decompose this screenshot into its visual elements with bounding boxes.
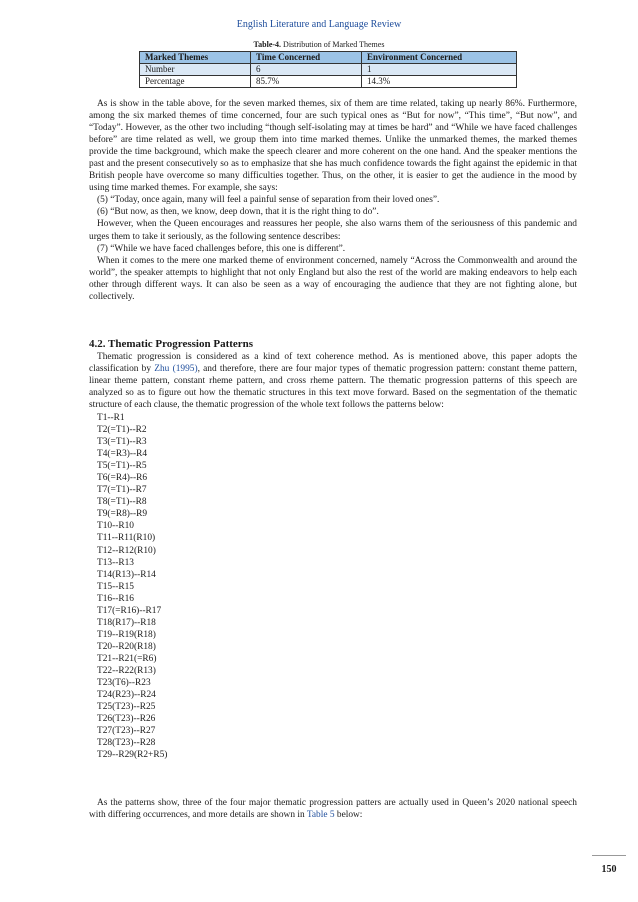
paragraph xyxy=(89,351,577,411)
table-cell: 85.7% xyxy=(251,76,362,88)
table-header-cell: Marked Themes xyxy=(140,52,251,64)
table-cell: 6 xyxy=(251,64,362,76)
pattern-item: T24(R23)--R24 xyxy=(97,690,156,701)
table-cell: Percentage xyxy=(140,76,251,88)
pattern-item: T6(=R4)--R6 xyxy=(97,473,148,484)
paragraph: When it comes to the mere one marked theme of environment concerned, namely “Across the Commonwealth and around the world”, the speaker attempts to highlight that not only England but also the rest of the world are making endeavors to help each other through different ways. It can also be seen as a way of encouraging the audience that they are not fighting alone, but collectively. xyxy=(89,255,577,302)
pattern-item: T10--R10 xyxy=(97,521,134,532)
table-caption-label: Table-4. xyxy=(253,40,282,49)
table-header-cell: Time Concerned xyxy=(251,52,362,64)
closing-text xyxy=(89,797,577,821)
table-header-row xyxy=(140,52,517,64)
pattern-item: T11--R11(R10) xyxy=(97,533,156,544)
citation-link[interactable]: Zhu (1995) xyxy=(154,364,198,375)
pattern-item: T28(T23)--R28 xyxy=(97,738,156,749)
paragraph-text: As the patterns show, three of the four major thematic progression patters are actually used in Queen’s 2020 national speech with differing occurrences, and more details are shown in xyxy=(89,798,577,821)
table-cell: 1 xyxy=(362,64,517,76)
example-quote: (5) “Today, once again, many will feel a painful sense of separation from their loved ones”. xyxy=(97,195,440,206)
pattern-item: T5(=T1)--R5 xyxy=(97,461,147,472)
pattern-item: T26(T23)--R26 xyxy=(97,714,156,725)
pattern-item: T1--R1 xyxy=(97,413,125,423)
pattern-item: T17(=R16)--R17 xyxy=(97,605,162,616)
paragraph: However, when the Queen encourages and reassures her people, she also warns them of the seriousness of this pandemic and urges them to take it seriously, as the following sentence describes: xyxy=(89,219,577,242)
paragraph-text: , and therefore, there are four major types of thematic progression pattern: constant theme pattern, linear theme pattern, constant rheme pattern, and cross rheme pattern. The thematic progression patterns of this speech are analyzed so as to figure out how the thematic structures in this text move forward. Based on the segmentation of the thematic structure of each clause, the thematic progression of the whole text follows the patterns below: xyxy=(89,364,577,411)
table-row xyxy=(140,64,517,76)
pattern-item: T18(R17)--R18 xyxy=(97,617,156,628)
paragraph-text: Thematic progression is considered as a kind of text coherence method. As is mentioned above, this paper adopts the classification by xyxy=(89,352,577,375)
table-cell: Number xyxy=(140,64,251,76)
table-cell: 14.3% xyxy=(362,76,517,88)
page-number: 150 xyxy=(601,864,617,875)
pattern-item: T27(T23)--R27 xyxy=(97,726,156,737)
table-caption-text: Distribution of Marked Themes xyxy=(281,40,385,49)
pattern-list xyxy=(97,412,167,761)
table-header-cell: Environment Concerned xyxy=(362,52,517,64)
pattern-item: T9(=R8)--R9 xyxy=(97,509,148,520)
pattern-item: T13--R13 xyxy=(97,557,134,568)
pattern-item: T20--R20(R18) xyxy=(97,641,156,652)
pattern-item: T2(=T1)--R2 xyxy=(97,425,147,436)
pattern-item: T16--R16 xyxy=(97,593,134,604)
pattern-item: T7(=T1)--R7 xyxy=(97,485,147,496)
paragraph xyxy=(89,797,577,821)
pattern-item: T12--R12(R10) xyxy=(97,545,156,556)
section-heading: 4.2. Thematic Progression Patterns xyxy=(89,338,254,350)
example-quote: (6) “But now, as then, we know, deep down, that it is the right thing to do”. xyxy=(97,207,379,218)
pattern-item: T23(T6)--R23 xyxy=(97,678,151,689)
pattern-item: T4(=R3)--R4 xyxy=(97,449,148,460)
table-reference-link[interactable]: Table 5 xyxy=(306,810,335,821)
table-caption xyxy=(0,40,638,49)
pattern-item: T8(=T1)--R8 xyxy=(97,497,147,508)
pattern-item: T19--R19(R18) xyxy=(97,629,156,640)
journal-header: English Literature and Language Review xyxy=(236,19,402,30)
pattern-item: T21--R21(=R6) xyxy=(97,653,157,664)
marked-themes-table xyxy=(139,51,517,88)
page-number-rule xyxy=(592,855,626,856)
pattern-item: T22--R22(R13) xyxy=(97,665,156,676)
pattern-item: T3(=T1)--R3 xyxy=(97,437,147,448)
body-text xyxy=(89,98,577,303)
example-quote: (7) “While we have faced challenges before, this one is different”. xyxy=(97,243,346,254)
pattern-item: T14(R13)--R14 xyxy=(97,569,156,580)
paragraph: As is show in the table above, for the seven marked themes, six of them are time related, taking up nearly 86%. Furthermore, among the six marked themes of time concerned, four are such typical ones as “But for now”, “This time”, “But now”, and “Today”. However, as the other two including “though self-isolating may at times be hard” and “While we have faced challenges before” are time related as well, we group them into time marked themes. Unlike the unmarked themes, the marked themes provide the time background, which make the speech clearer and more coherent on the one hand. And the speaker mentions the past and the present consecutively so as to emphasize that she has much confidence towards the fight against the epidemic in that British people have overcome so many difficulties together. Thus, on the other, it is easier to get the audience in the mood by using time marked themes. For example, she says: xyxy=(89,99,577,194)
section-text xyxy=(89,351,577,411)
pattern-item: T25(T23)--R25 xyxy=(97,702,156,713)
pattern-item: T29--R29(R2+R5) xyxy=(97,750,168,761)
pattern-item: T15--R15 xyxy=(97,581,134,592)
paragraph-text: below: xyxy=(334,810,363,821)
table-row xyxy=(140,76,517,88)
